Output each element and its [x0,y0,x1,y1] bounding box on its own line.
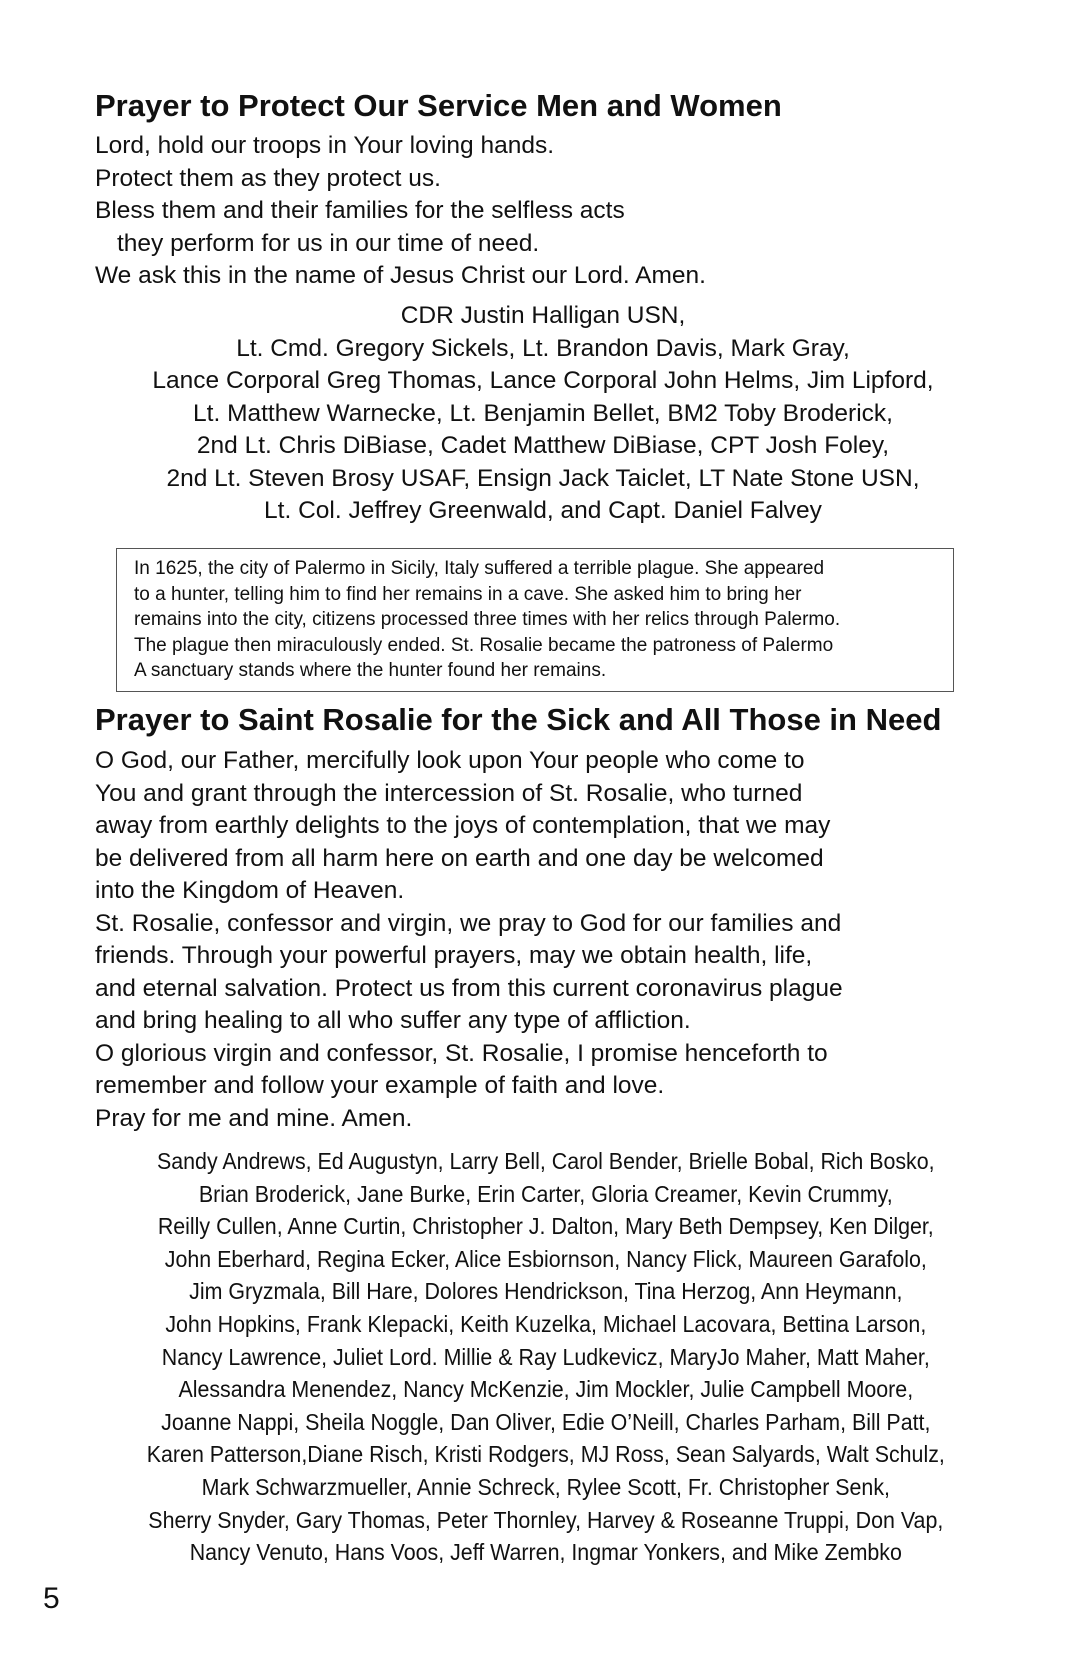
prayer-line: remember and follow your example of faith and love. [95,1072,665,1099]
story-line: In 1625, the city of Palermo in Sicily, Italy suffered a terrible plague. She appeared [134,558,825,579]
prayer-line: away from earthly delights to the joys of contemplation, that we may [95,812,831,839]
names-line: Mark Schwarzmueller, Annie Schreck, Rylee Scott, Fr. Christopher Senk, [201,1473,890,1500]
rosalie-story-box [116,548,954,692]
names-line: Sandy Andrews, Ed Augustyn, Larry Bell, Carol Bender, Brielle Bobal, Rich Bosko, [157,1148,935,1174]
prayer-line: You and grant through the intercession of St. Rosalie, who turned [95,779,803,807]
names-line: Brian Broderick, Jane Burke, Erin Carter, Gloria Creamer, Kevin Crummy, [198,1180,893,1207]
prayer-line: Pray for me and mine. Amen. [95,1104,413,1132]
names-line: Sherry Snyder, Gary Thomas, Peter Thornley, Harvey & Roseanne Truppi, Don Vap, [148,1506,944,1533]
sick-names-list [78,1145,1014,1569]
names-line: Lance Corporal Greg Thomas, Lance Corporal John Helms, Jim Lipford, [152,367,934,394]
story-line: A sanctuary stands where the hunter found her remains. [134,660,607,682]
service-members-list [60,300,1026,528]
names-line: 2nd Lt. Steven Brosy USAF, Ensign Jack Taiclet, LT Nate Stone USN, [166,464,920,492]
names-line: Karen Patterson,Diane Risch, Kristi Rodgers, MJ Ross, Sean Salyards, Walt Schulz, [146,1441,945,1468]
names-line: Alessandra Menendez, Nancy McKenzie, Jim Mockler, Julie Campbell Moore, [178,1376,914,1403]
names-line: CDR Justin Halligan USN, [400,302,686,329]
prayer-line: into the Kingdom of Heaven. [95,877,405,904]
names-line: Jim Gryzmala, Bill Hare, Dolores Hendrickson, Tina Herzog, Ann Heymann, [189,1278,903,1305]
names-line: Reilly Cullen, Anne Curtin, Christopher J. Dalton, Mary Beth Dempsey, Ken Dilger, [157,1213,934,1240]
prayer-line: friends. Through your powerful prayers, may we obtain health, life, [95,942,813,969]
story-line: to a hunter, telling him to find her remains in a cave. She asked him to bring her [134,583,802,605]
names-line: Lt. Matthew Warnecke, Lt. Benjamin Bellet, BM2 Toby Broderick, [193,399,893,427]
prayer-line: We ask this in the name of Jesus Christ our Lord. Amen. [95,262,706,289]
service-prayer-body [95,130,995,293]
prayer-line: they perform for us in our time of need. [117,229,540,257]
prayer-line: O God, our Father, mercifully look upon Your people who come to [95,747,805,774]
prayer-line: O glorious virgin and confessor, St. Rosalie, I promise henceforth to [95,1039,828,1067]
names-line: Nancy Venuto, Hans Voos, Jeff Warren, Ingmar Yonkers, and Mike Zembko [189,1539,902,1566]
prayer-line: Bless them and their families for the selfless acts [95,197,625,224]
page-number: 5 [43,1582,60,1615]
names-line: 2nd Lt. Chris DiBiase, Cadet Matthew DiBiase, CPT Josh Foley, [196,432,890,459]
names-line: John Hopkins, Frank Klepacki, Keith Kuzelka, Michael Lacovara, Bettina Larson, [165,1310,927,1337]
names-line: Nancy Lawrence, Juliet Lord. Millie & Ray Ludkevicz, MaryJo Maher, Matt Maher, [161,1343,930,1370]
story-line: The plague then miraculously ended. St. Rosalie became the patroness of Palermo [134,634,834,656]
names-line: John Eberhard, Regina Ecker, Alice Esbiornson, Nancy Flick, Maureen Garafolo, [164,1245,927,1272]
names-line: Lt. Cmd. Gregory Sickels, Lt. Brandon Davis, Mark Gray, [236,334,850,362]
prayer-line: Protect them as they protect us. [95,164,441,192]
rosalie-prayer-title: Prayer to Saint Rosalie for the Sick and All Those in Need [95,702,942,737]
prayer-line: St. Rosalie, confessor and virgin, we pray to God for our families and [95,909,842,937]
names-line: Lt. Col. Jeffrey Greenwald, and Capt. Daniel Falvey [264,497,822,524]
service-prayer-title: Prayer to Protect Our Service Men and Women [95,88,782,123]
prayer-line: and eternal salvation. Protect us from this current coronavirus plague [95,974,843,1002]
names-line: Joanne Nappi, Sheila Noggle, Dan Oliver, Edie O’Neill, Charles Parham, Bill Patt, [161,1408,931,1435]
story-line: remains into the city, citizens processed three times with her relics through Palermo. [134,609,841,631]
prayer-line: and bring healing to all who suffer any type of affliction. [95,1007,691,1034]
prayer-line: Lord, hold our troops in Your loving hands. [95,132,555,159]
prayer-line: be delivered from all harm here on earth and one day be welcomed [95,844,824,872]
rosalie-prayer-body [95,745,995,1135]
